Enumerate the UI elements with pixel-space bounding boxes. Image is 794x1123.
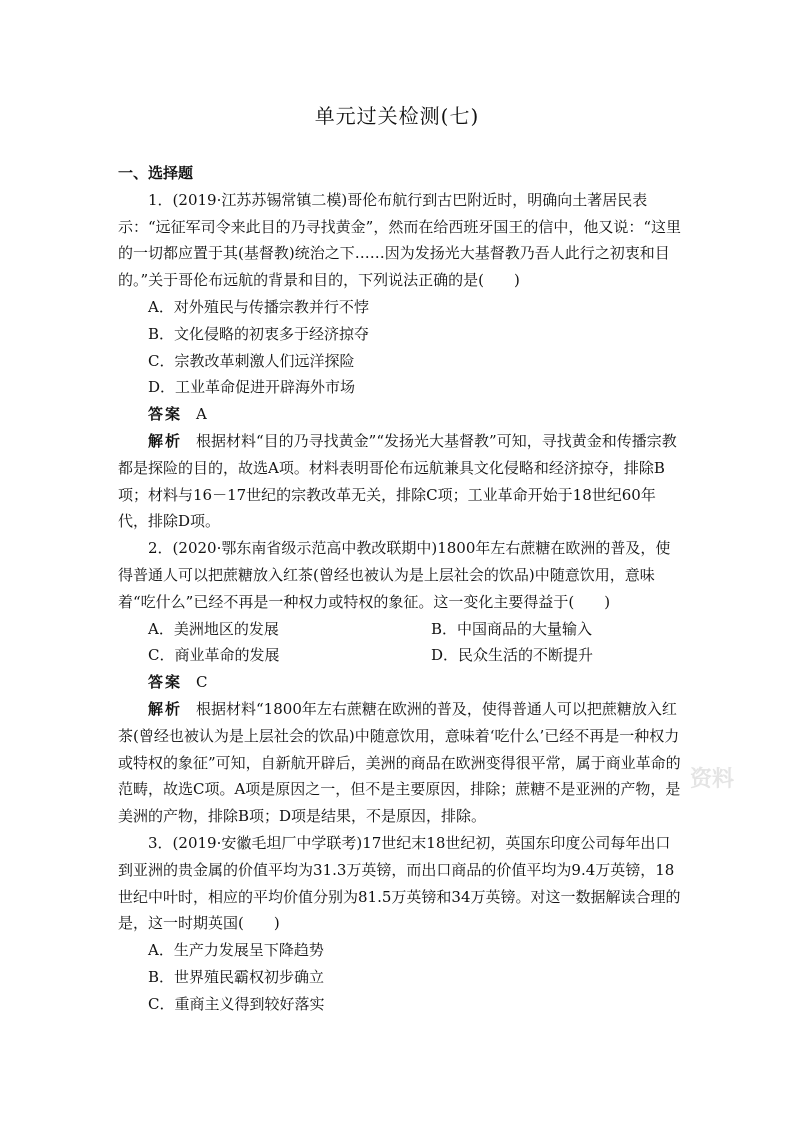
- question-3-option-c: C．重商主义得到较好落实: [148, 994, 325, 1013]
- question-2-option-c: C．商业革命的发展: [148, 646, 280, 665]
- question-1-answer: [118, 401, 684, 428]
- answer-value: C: [196, 673, 208, 692]
- question-2-options-row-1: [118, 616, 684, 643]
- question-1-stem: 1．(2019·江苏苏锡常镇二模)哥伦布航行到古巴附近时，明确向土著居民表示：“远征军司令来此目的乃寻找黄金”，然而在给西班牙国王的信中，他又说：“这里的一切都应置于其(基督教)统治之下……因为发扬光大基督教乃吾人此行之初衷和目的。”关于哥伦布远航的背景和目的，下列说法正确的是( ): [118, 190, 682, 290]
- analysis-text: 根据材料“目的乃寻找黄金”“发扬光大基督教”可知，寻找黄金和传播宗教都是探险的目的，故选A项。材料表明哥伦布远航兼具文化侵略和经济掠夺，排除B项；材料与16－17世纪的宗教改革无关，排除C项；工业革命开始于18世纪60年代，排除D项。: [118, 431, 677, 531]
- question-1-option-c: C．宗教改革刺激人们远洋探险: [148, 351, 355, 370]
- answer-value: A: [196, 405, 207, 424]
- question-1-option-a: A．对外殖民与传播宗教并行不悖: [148, 297, 369, 316]
- document-body: [118, 160, 684, 1018]
- question-3-option-a: A．生产力发展呈下降趋势: [148, 941, 324, 960]
- question-2-answer: [118, 669, 684, 696]
- analysis-label: 解析: [148, 431, 183, 450]
- analysis-label: 解析: [148, 699, 183, 718]
- watermark: 资料: [690, 767, 735, 792]
- answer-label: 答案: [148, 405, 183, 424]
- question-1-option-b: B．文化侵略的初衷多于经济掠夺: [148, 324, 370, 343]
- question-2-option-b: B．中国商品的大量输入: [431, 619, 593, 638]
- question-2-options-row-2: [118, 642, 684, 669]
- page-title: 单元过关检测(七): [314, 104, 480, 128]
- question-2-stem: 2．(2020·鄂东南省级示范高中教改联期中)1800年左右蔗糖在欧洲的普及，使得普通人可以把蔗糖放入红茶(曾经也被认为是上层社会的饮品)中随意饮用，意味着“吃什么”已经不再是一种权力或特权的象征。这一变化主要得益于( ): [118, 539, 671, 611]
- question-1-option-d: D．工业革命促进开辟海外市场: [148, 378, 356, 397]
- question-3-stem: 3．(2019·安徽毛坦厂中学联考)17世纪末18世纪初，英国东印度公司每年出口到亚洲的贵金属的价值平均为31.3万英镑，而出口商品的价值平均为9.4万英镑，18世纪中叶时，相应的平均价值分别为81.5万英镑和34万英镑。对这一数据解读合理的是，这一时期英国( ): [118, 833, 681, 933]
- section-heading: 一、选择题: [118, 164, 194, 182]
- question-3-option-b: B．世界殖民霸权初步确立: [148, 967, 325, 986]
- question-2-option-d: D．民众生活的不断提升: [431, 646, 594, 665]
- analysis-text: 根据材料“1800年左右蔗糖在欧洲的普及，使得普通人可以把蔗糖放入红茶(曾经也被认为是上层社会的饮品)中随意饮用，意味着‘吃什么’已经不再是一种权力或特权的象征”可知，自新航开辟后，美洲的商品在欧洲变得很平常，属于商业革命的范畴，故选C项。A项是原因之一，但不是主要原因，排除；蔗糖不是亚洲的产物，是美洲的产物，排除B项；D项是结果，不是原因，排除。: [118, 699, 681, 826]
- question-2-option-a: A．美洲地区的发展: [148, 619, 279, 638]
- question-2-analysis: [118, 696, 684, 830]
- answer-label: 答案: [148, 673, 183, 692]
- question-1-analysis: [118, 428, 684, 535]
